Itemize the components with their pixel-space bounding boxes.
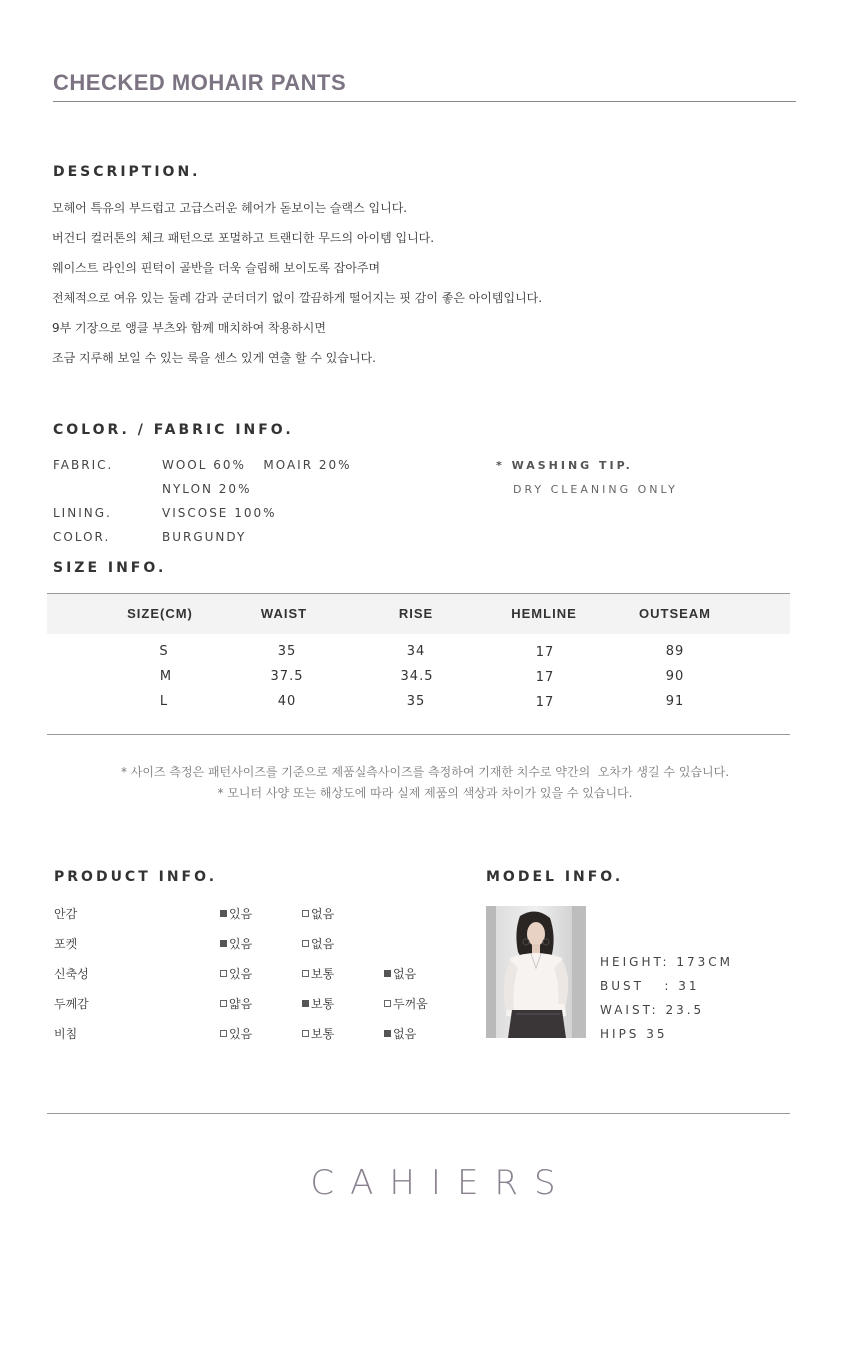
product-attr-label: 비침 [54,1027,78,1041]
table-cell: 34 [406,644,426,659]
product-option [302,905,334,922]
color-fabric-heading: COLOR. / FABRIC INFO. [53,422,294,438]
model-photo [486,906,586,1038]
table-cell: 37.5 [270,669,304,684]
description-heading: DESCRIPTION. [53,164,201,180]
size-note: * 사이즈 측정은 패턴사이즈를 기준으로 제품실측사이즈를 측정하여 기재한 치수로 약간의 오차가 생길 수 있습니다. [120,765,730,779]
product-option [220,935,252,952]
product-option [302,935,334,952]
table-cell: 34.5 [400,669,434,684]
product-option [220,995,252,1012]
description-line: 버건디 컬러톤의 체크 패턴으로 포멀하고 트랜디한 무드의 아이템 입니다. [52,231,435,245]
product-option [384,1025,416,1042]
color-note: * 모니터 사양 또는 해상도에 따라 실제 제품의 색상과 차이가 있을 수 있습니다. [217,786,633,800]
product-attr-label: 신축성 [54,967,89,981]
table-cell: 35 [277,644,297,659]
lining-label: LINING. [53,506,112,520]
model-bust: BUST : 31 [600,979,700,993]
model-height: HEIGHT: 173CM [600,955,733,969]
table-cell: 89 [665,644,685,659]
fabric-value-2: NYLON 20% [162,482,252,496]
table-cell: 35 [406,694,426,709]
size-column-header: SIZE(CM) [127,606,193,621]
product-option [220,965,252,982]
option-label: 없음 [393,1027,417,1041]
option-label: 있음 [229,967,253,981]
unchecked-box-icon [220,970,227,977]
color-label: COLOR. [53,530,111,544]
option-label: 보통 [311,1027,335,1041]
fabric-value: WOOL 60% MOAIR 20% [162,458,352,472]
product-option [302,995,334,1012]
washing-tip-label: * WASHING TIP. [496,459,633,472]
table-cell: 17 [535,670,555,685]
washing-tip-value: DRY CLEANING ONLY [513,483,678,496]
checked-box-icon [384,1030,391,1037]
unchecked-box-icon [302,910,309,917]
option-label: 없음 [311,907,335,921]
outseam-column-header: OUTSEAM [639,606,711,621]
description-line: 웨이스트 라인의 핀턱이 골반을 더욱 슬림해 보이도록 잡아주며 [52,261,381,275]
table-cell: 90 [665,669,685,684]
product-option [384,995,428,1012]
table-cell: 17 [535,645,555,660]
size-table-bottom-rule [47,734,790,735]
option-label: 보통 [311,967,335,981]
option-label: 없음 [393,967,417,981]
hemline-column-header: HEMLINE [511,606,577,621]
table-cell: 40 [277,694,297,709]
footer-divider [47,1113,790,1114]
option-label: 얇음 [229,997,253,1011]
option-label: 있음 [229,1027,253,1041]
unchecked-box-icon [384,1000,391,1007]
model-waist: WAIST: 23.5 [600,1003,705,1017]
waist-column-header: WAIST [260,606,308,621]
color-value: BURGUNDY [162,530,247,544]
table-cell: 91 [665,694,685,709]
model-hips: HIPS 35 [600,1027,668,1041]
unchecked-box-icon [302,970,309,977]
option-label: 있음 [229,907,253,921]
product-title: CHECKED MOHAIR PANTS [53,70,347,95]
product-option [302,965,334,982]
product-option [302,1025,334,1042]
checked-box-icon [302,1000,309,1007]
fabric-label: FABRIC. [53,458,114,472]
checked-box-icon [384,970,391,977]
model-info-heading: MODEL INFO. [486,869,624,885]
option-label: 없음 [311,937,335,951]
unchecked-box-icon [220,1000,227,1007]
size-table-top-rule [47,593,790,594]
unchecked-box-icon [302,940,309,947]
checked-box-icon [220,910,227,917]
product-attr-label: 두께감 [54,997,89,1011]
product-option [220,905,252,922]
option-label: 있음 [229,937,253,951]
option-label: 두꺼움 [393,997,428,1011]
lining-value: VISCOSE 100% [162,506,277,520]
size-info-heading: SIZE INFO. [53,560,167,576]
title-divider [53,101,796,102]
table-cell: M [159,669,173,684]
unchecked-box-icon [220,1030,227,1037]
description-line: 9부 기장으로 앵클 부츠와 함께 매치하여 착용하시면 [52,321,326,335]
brand-logo: CAHIERS [310,1163,572,1203]
option-label: 보통 [311,997,335,1011]
table-cell: L [159,694,169,709]
checked-box-icon [220,940,227,947]
product-option [220,1025,252,1042]
product-info-heading: PRODUCT INFO. [54,869,218,885]
product-attr-label: 안감 [54,907,78,921]
rise-column-header: RISE [398,606,434,621]
table-cell: S [159,644,169,659]
table-cell: 17 [535,695,555,710]
product-attr-label: 포켓 [54,937,78,951]
description-line: 모헤어 특유의 부드럽고 고급스러운 헤어가 돋보이는 슬랙스 입니다. [52,201,408,215]
description-line: 조금 지루해 보일 수 있는 룩을 센스 있게 연출 할 수 있습니다. [52,351,376,365]
unchecked-box-icon [302,1030,309,1037]
product-option [384,965,416,982]
description-line: 전체적으로 여유 있는 둘레 감과 군더더기 없이 깔끔하게 떨어지는 핏 감이 좋은 아이템입니다. [52,291,543,305]
